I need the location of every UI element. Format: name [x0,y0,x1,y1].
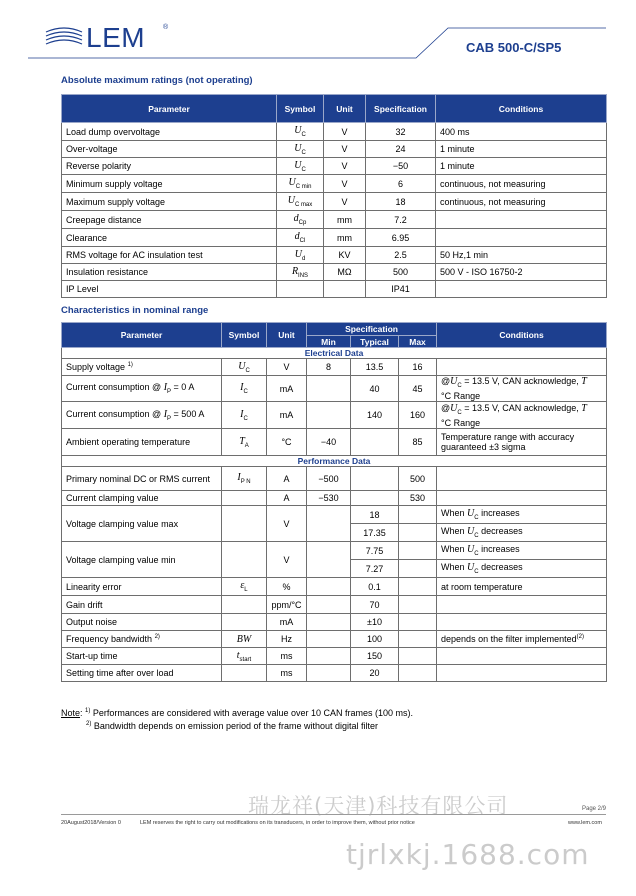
param-cell: RMS voltage for AC insulation test [62,247,277,264]
unit-cell: V [324,193,366,211]
cond-cell: When $U_C$ decreases [437,524,607,542]
footer-disclaimer: LEM reserves the right to carry out modifications on its transducers, in order to improve them, without prior notice [140,820,415,826]
min-cell [307,542,351,578]
cond-cell: $@U_C = 13.5$ V, CAN acknowledge, T °C Range [437,376,607,402]
param-cell: Primary nominal DC or RMS current [62,467,222,491]
table-row [62,467,607,491]
logo-registered-mark: ® [163,24,169,31]
param-cell: Current consumption @ $I_P = 0$ A [62,376,222,402]
unit-cell: V [267,359,307,376]
spec-cell: 6.95 [366,229,436,247]
cond-cell [437,614,607,631]
typ-cell: 140 [351,402,399,429]
unit-cell: mA [267,402,307,429]
typ-cell: 18 [351,506,399,524]
spec-cell: 500 [366,264,436,281]
cond-cell: continuous, not measuring [436,193,607,211]
spec-cell: 18 [366,193,436,211]
spec-cell: 32 [366,123,436,141]
cond-cell [437,596,607,614]
symbol-cell [277,281,324,298]
param-cell: Voltage clamping value max [62,506,222,542]
unit-cell [324,281,366,298]
footer-date: 20August2018/Version 0 [61,820,121,826]
symbol-cell: $I_C$ [222,376,267,402]
section-row [62,456,607,467]
unit-cell: Hz [267,631,307,648]
symbol-cell: $I_{P N}$ [222,467,267,491]
max-cell: 16 [399,359,437,376]
min-cell [307,402,351,429]
unit-cell: V [267,506,307,542]
cond-cell: continuous, not measuring [436,175,607,193]
cond-cell: 1 minute [436,141,607,158]
cond-cell: $@U_C = 13.5$ V, CAN acknowledge, T °C Range [437,402,607,429]
col-header: Specification [307,323,437,336]
table-row [62,491,607,506]
col-header: Parameter [62,323,222,348]
lem-logo-icon [44,26,84,48]
typ-cell: 7.75 [351,542,399,560]
unit-cell: KV [324,247,366,264]
cond-cell: 50 Hz,1 min [436,247,607,264]
page-number: Page 2/9 [582,806,607,812]
param-cell: Gain drift [62,596,222,614]
param-cell: Ambient operating temperature [62,429,222,456]
table-row [62,506,607,524]
typ-cell: 0.1 [351,578,399,596]
typ-cell: 20 [351,665,399,682]
table-row [62,123,607,141]
cond-cell [437,665,607,682]
symbol-cell: $U_C$ [277,123,324,141]
unit-cell: V [324,141,366,158]
cond-cell: 500 V - ISO 16750-2 [436,264,607,281]
spec-cell: 24 [366,141,436,158]
symbol-cell: $U_C$ [222,359,267,376]
symbol-cell: $\varepsilon_L$ [222,578,267,596]
max-cell: 160 [399,402,437,429]
cond-cell [437,359,607,376]
col-header: Symbol [277,95,324,123]
section-row [62,348,607,359]
table-row [62,175,607,193]
table-row [62,193,607,211]
spec-cell: IP41 [366,281,436,298]
symbol-cell: $U_{C max}$ [277,193,324,211]
symbol-cell: $U_{C min}$ [277,175,324,193]
symbol-cell: $U_d$ [277,247,324,264]
table-row [62,229,607,247]
param-cell: Setting time after over load [62,665,222,682]
max-cell [399,614,437,631]
unit-cell: MΩ [324,264,366,281]
logo-text: LEM [86,22,146,53]
unit-cell: ppm/°C [267,596,307,614]
symbol-cell: $U_C$ [277,141,324,158]
max-cell [399,524,437,542]
symbol-cell [222,614,267,631]
unit-cell: A [267,467,307,491]
min-cell [307,376,351,402]
cond-cell: When $U_C$ decreases [437,560,607,578]
unit-cell: mm [324,229,366,247]
unit-cell: V [324,158,366,175]
cond-cell [436,281,607,298]
table-row [62,631,607,648]
typ-cell [351,467,399,491]
cond-cell [437,491,607,506]
typ-cell: 17.35 [351,524,399,542]
col-header: Unit [267,323,307,348]
table-row [62,158,607,175]
cond-cell [436,211,607,229]
min-cell: −530 [307,491,351,506]
param-cell: Creepage distance [62,211,277,229]
unit-cell: V [267,542,307,578]
param-cell: Insulation resistance [62,264,277,281]
nominal-title: Characteristics in nominal range [61,305,209,316]
nominal-table [61,322,607,682]
param-cell: Supply voltage $^{1)}$ [62,359,222,376]
max-cell [399,578,437,596]
cond-cell: at room temperature [437,578,607,596]
param-cell: Frequency bandwidth $^{2)}$ [62,631,222,648]
param-cell: Over-voltage [62,141,277,158]
unit-cell: mA [267,376,307,402]
watermark-company: 瑞龙祥(天津)科技有限公司 [248,794,509,818]
unit-cell: % [267,578,307,596]
param-cell: Output noise [62,614,222,631]
spec-cell: −50 [366,158,436,175]
typ-cell: ±10 [351,614,399,631]
table-row [62,264,607,281]
unit-cell: V [324,123,366,141]
param-cell: Reverse polarity [62,158,277,175]
typ-cell: 150 [351,648,399,665]
cond-cell: 400 ms [436,123,607,141]
table-row [62,665,607,682]
col-header: Conditions [436,95,607,123]
col-header: Max [399,336,437,348]
param-cell: Current consumption @ $I_P = 500$ A [62,402,222,429]
unit-cell: A [267,491,307,506]
symbol-cell: $R_{INS}$ [277,264,324,281]
col-header: Parameter [62,95,277,123]
table-row [62,359,607,376]
max-cell [399,560,437,578]
min-cell [307,596,351,614]
symbol-cell [222,542,267,578]
performance-data-label: Performance Data [62,456,607,467]
min-cell: −40 [307,429,351,456]
min-cell [307,506,351,542]
cond-cell: depends on the filter implemented$^{(2)}$ [437,631,607,648]
unit-cell: ms [267,648,307,665]
spec-cell: 7.2 [366,211,436,229]
max-cell: 500 [399,467,437,491]
min-cell [307,648,351,665]
max-cell: 85 [399,429,437,456]
min-cell [307,614,351,631]
table-row [62,247,607,264]
cond-cell: When $U_C$ increases [437,542,607,560]
table-row [62,648,607,665]
max-cell [399,665,437,682]
param-cell: Clearance [62,229,277,247]
table-row [62,376,607,402]
cond-cell: Temperature range with accuracy guaranteed ±3 sigma [437,429,607,456]
doc-title: CAB 500-C/SP5 [466,40,562,55]
table-row [62,141,607,158]
abs-max-table [61,94,607,298]
typ-cell: 70 [351,596,399,614]
typ-cell: 13.5 [351,359,399,376]
col-header: Unit [324,95,366,123]
cond-cell [437,648,607,665]
symbol-cell: $d_{Cp}$ [277,211,324,229]
param-cell: Current clamping value [62,491,222,506]
param-cell: Load dump overvoltage [62,123,277,141]
max-cell [399,542,437,560]
abs-max-header-row [62,95,607,123]
symbol-cell: $t_{start}$ [222,648,267,665]
table-row [62,578,607,596]
param-cell: Maximum supply voltage [62,193,277,211]
table-row [62,429,607,456]
electrical-data-label: Electrical Data [62,348,607,359]
table-row [62,281,607,298]
symbol-cell: $d_{Cl}$ [277,229,324,247]
unit-cell: mm [324,211,366,229]
cond-cell [436,229,607,247]
param-cell: Voltage clamping value min [62,542,222,578]
unit-cell: V [324,175,366,193]
typ-cell: 40 [351,376,399,402]
min-cell [307,665,351,682]
param-cell: Start-up time [62,648,222,665]
typ-cell: 100 [351,631,399,648]
footer-website: www.lem.com [568,820,602,826]
max-cell [399,648,437,665]
symbol-cell [222,506,267,542]
param-cell: Minimum supply voltage [62,175,277,193]
unit-cell: ms [267,665,307,682]
symbol-cell [222,596,267,614]
table-row [62,542,607,560]
min-cell: 8 [307,359,351,376]
notes [61,706,413,732]
col-header: Specification [366,95,436,123]
unit-cell: °C [267,429,307,456]
symbol-cell [222,665,267,682]
symbol-cell: $T_A$ [222,429,267,456]
symbol-cell: $I_C$ [222,402,267,429]
abs-max-title: Absolute maximum ratings (not operating) [61,75,253,86]
min-cell [307,578,351,596]
symbol-cell: BW [222,631,267,648]
typ-cell: 7.27 [351,560,399,578]
typ-cell [351,429,399,456]
col-header: Conditions [437,323,607,348]
max-cell [399,506,437,524]
table-row [62,596,607,614]
spec-cell: 2.5 [366,247,436,264]
watermark-url: tjrlxkj.1688.com [346,838,590,871]
symbol-cell [222,491,267,506]
note-1: Note: $^{1)}$ Performances are considered with average value over 10 CAN frames (100 ms). [61,708,414,718]
cond-cell: When $U_C$ increases [437,506,607,524]
cond-cell: 1 minute [436,158,607,175]
col-header: Symbol [222,323,267,348]
spec-cell: 6 [366,175,436,193]
symbol-cell: $U_C$ [277,158,324,175]
col-header: Min [307,336,351,348]
max-cell [399,631,437,648]
unit-cell: mA [267,614,307,631]
nominal-header-row [62,323,607,336]
col-header: Typical [351,336,399,348]
table-row [62,402,607,429]
cond-cell [437,467,607,491]
max-cell: 45 [399,376,437,402]
typ-cell [351,491,399,506]
note-2: $^{2)}$ Bandwidth depends on emission period of the frame without digital filter [86,721,379,731]
min-cell [307,631,351,648]
param-cell: IP Level [62,281,277,298]
max-cell [399,596,437,614]
min-cell: −500 [307,467,351,491]
table-row [62,211,607,229]
table-row [62,614,607,631]
max-cell: 530 [399,491,437,506]
param-cell: Linearity error [62,578,222,596]
